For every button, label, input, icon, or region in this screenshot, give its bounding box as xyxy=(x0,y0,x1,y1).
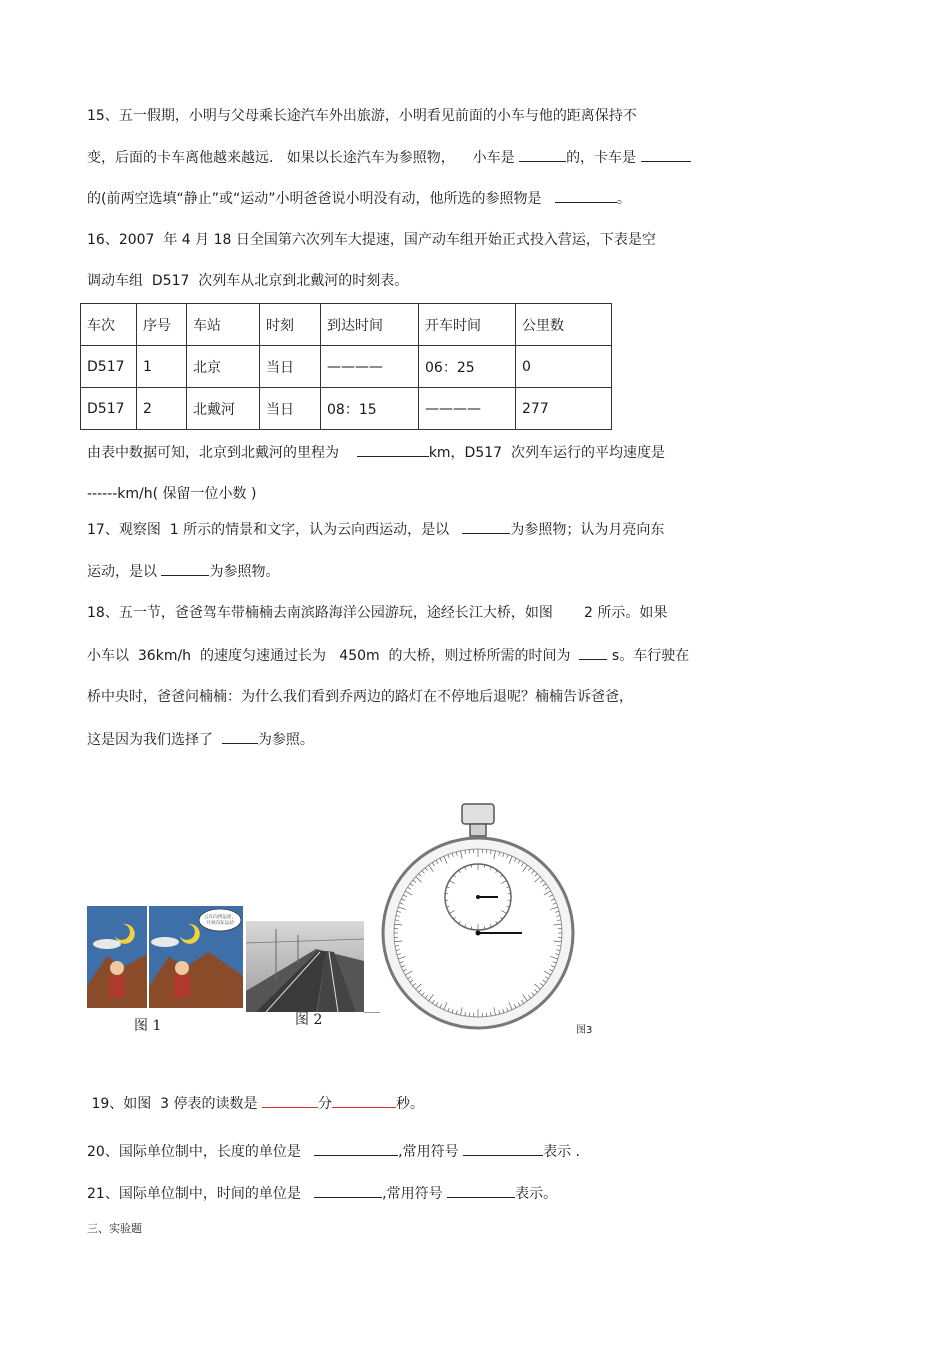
cartoon-illustration xyxy=(87,906,243,1008)
answer-blank[interactable] xyxy=(447,1183,515,1198)
answer-blank[interactable] xyxy=(579,645,607,660)
q18-line3: 桥中央时，爸爸问楠楠：为什么我们看到乔两边的路灯在不停地后退呢？楠楠告诉爸爸， xyxy=(87,689,633,705)
table-cell: 北戴河 xyxy=(187,388,260,430)
answer-blank[interactable] xyxy=(222,729,258,744)
q17-line2: 运动，是以 为参照物。 xyxy=(87,561,279,582)
q19-line: 19、如图 3 停表的读数是 分 秒。 xyxy=(87,1093,424,1114)
table-header: 车次 xyxy=(81,304,137,346)
table-header: 开车时间 xyxy=(419,304,516,346)
table-cell: ———— xyxy=(419,388,516,430)
figure-2-edge xyxy=(364,1012,380,1013)
table-cell: 当日 xyxy=(260,388,321,430)
table-header: 时刻 xyxy=(260,304,321,346)
table-header-row xyxy=(81,304,612,346)
q21-line: 21、国际单位制中，时间的单位是 ,常用符号 表示。 xyxy=(87,1183,557,1204)
q18-line2: 小车以 36km/h 的速度匀速通过长为 450m 的大桥，则过桥所需的时间为 s。车行驶在 xyxy=(87,645,689,666)
table-cell: 0 xyxy=(516,346,612,388)
answer-blank[interactable] xyxy=(314,1183,382,1198)
stopwatch-dial xyxy=(380,802,580,1034)
table-cell: D517 xyxy=(81,346,137,388)
table-cell: 2 xyxy=(137,388,187,430)
answer-blank[interactable] xyxy=(357,442,429,457)
bridge-road-photo xyxy=(246,921,364,1012)
answer-blank[interactable] xyxy=(641,147,691,162)
table-cell: 当日 xyxy=(260,346,321,388)
answer-blank[interactable] xyxy=(462,519,510,534)
q16-line1: 16、2007 年 4 月 18 日全国第六次列车大提速，国产动车组开始正式投入营运，下表是空 xyxy=(87,232,656,248)
figure-3-stopwatch xyxy=(380,802,580,1034)
q18-line4: 这是因为我们选择了 为参照。 xyxy=(87,729,314,750)
figure-2-bridge xyxy=(246,921,364,1012)
table-cell: 06：25 xyxy=(419,346,516,388)
answer-blank[interactable] xyxy=(314,1141,398,1156)
answer-blank[interactable] xyxy=(555,188,617,203)
q16-after-line1: 由表中数据可知，北京到北戴河的里程为 km，D517 次列车运行的平均速度是 xyxy=(87,442,665,463)
table-cell: 1 xyxy=(137,346,187,388)
table-cell: ———— xyxy=(321,346,419,388)
q16-line2: 调动车组 D517 次列车从北京到北戴河的时刻表。 xyxy=(87,273,409,289)
answer-blank[interactable] xyxy=(332,1093,396,1108)
q15-line3: 的(前两空选填“静止”或“运动”小明爸爸说小明没有动，他所选的参照物是 。 xyxy=(87,188,631,209)
q18-line1: 18、五一节，爸爸驾车带楠楠去南滨路海洋公园游玩，途经长江大桥，如图 2 所示。如果 xyxy=(87,605,668,621)
q20-line: 20、国际单位制中，长度的单位是 ,常用符号 表示 . xyxy=(87,1141,580,1162)
answer-blank[interactable] xyxy=(262,1093,318,1108)
svg-text:月亮向东运动: 月亮向东运动 xyxy=(206,921,234,926)
q15-line1: 15、五一假期，小明与父母乘长途汽车外出旅游，小明看见前面的小车与他的距离保持不 xyxy=(87,108,637,124)
answer-blank[interactable] xyxy=(463,1141,543,1156)
q17-line1: 17、观察图 1 所示的情景和文字，认为云向西运动，是以 为参照物；认为月亮向东 xyxy=(87,519,664,540)
svg-text:云在向西运动，: 云在向西运动， xyxy=(203,915,237,920)
figure-1-cartoon xyxy=(87,906,243,1008)
q16-after-line2: ------km/h( 保留一位小数 ) xyxy=(87,486,257,502)
table-header: 到达时间 xyxy=(321,304,419,346)
table-row xyxy=(81,388,612,430)
q15-line2: 变，后面的卡车离他越来越远. 如果以长途汽车为参照物， 小车是 的，卡车是 xyxy=(87,147,691,168)
table-cell: D517 xyxy=(81,388,137,430)
answer-blank[interactable] xyxy=(519,147,566,162)
table-header: 公里数 xyxy=(516,304,612,346)
figure-3-caption: 图3 xyxy=(576,1025,593,1036)
table-header: 序号 xyxy=(137,304,187,346)
figure-2-caption: 图 2 xyxy=(295,1012,323,1028)
table-cell: 北京 xyxy=(187,346,260,388)
table-cell: 277 xyxy=(516,388,612,430)
section-3-heading: 三、实验题 xyxy=(87,1222,142,1235)
table-header: 车站 xyxy=(187,304,260,346)
table-cell: 08：15 xyxy=(321,388,419,430)
figure-1-caption: 图 1 xyxy=(134,1018,162,1034)
timetable xyxy=(80,303,612,430)
table-row xyxy=(81,346,612,388)
answer-blank[interactable] xyxy=(161,561,209,576)
